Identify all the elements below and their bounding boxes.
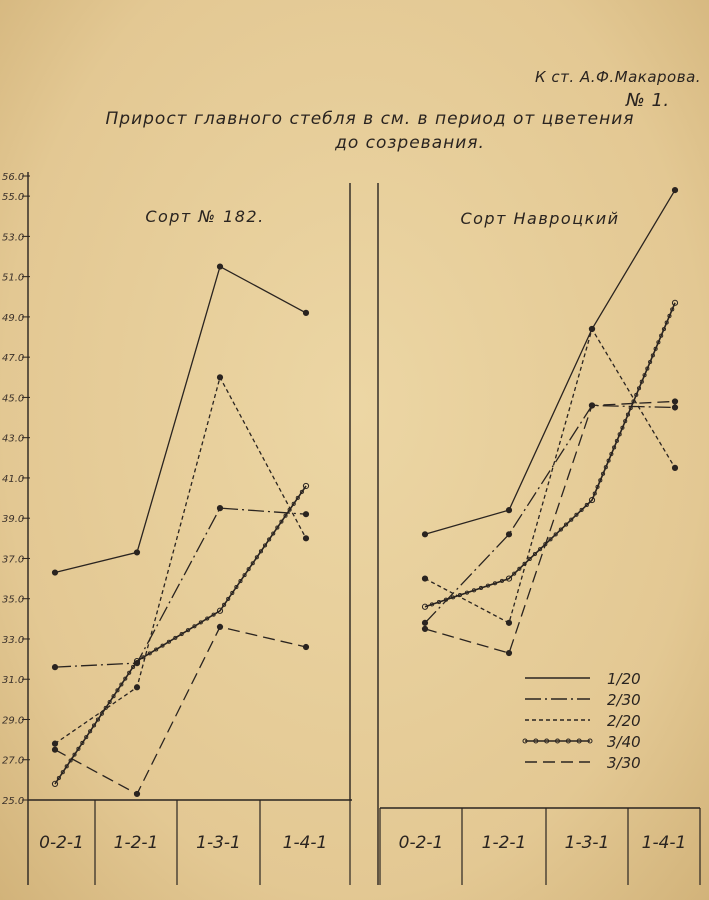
data-point-3-30 [506,650,511,655]
panel-title: Сорт № 182. [145,207,265,226]
y-tick-label: 51.0 [2,272,25,284]
data-point-3-30 [589,403,594,408]
panel-2 [380,187,700,885]
series-line-2-20 [55,377,306,743]
data-point-2-30 [422,620,427,625]
data-point-2-20 [134,685,139,690]
data-point-1-20 [303,310,308,315]
author-note: К ст. А.Ф.Макарова. [535,68,702,86]
y-tick-label: 35.0 [2,594,25,606]
x-tick-label: 0-2-1 [398,833,444,853]
data-point-2-20 [52,741,57,746]
data-point-2-30 [672,405,677,410]
x-tick-label: 1-3-1 [196,833,241,853]
series-line-1-20 [55,267,306,573]
data-point-2-20 [589,326,594,331]
legend-label: 1/20 [607,670,641,688]
y-tick-label: 45.0 [2,393,25,405]
x-tick-label: 1-2-1 [113,833,159,853]
data-point-2-30 [506,532,511,537]
y-axis [2,172,30,807]
data-point-1-20 [52,570,57,575]
y-tick-label: 33.0 [2,634,25,646]
x-tick-label: 1-4-1 [641,833,687,853]
y-tick-label: 31.0 [2,675,25,687]
data-point-2-20 [672,465,677,470]
y-tick-label: 43.0 [2,433,25,445]
data-point-3-30 [52,747,57,752]
figure-number: № 1. [626,90,670,111]
y-tick-label: 37.0 [2,554,25,566]
data-point-2-20 [422,576,427,581]
data-point-2-30 [52,665,57,670]
data-point-1-20 [134,550,139,555]
series-line-2-20 [425,329,675,623]
data-point-3-30 [217,624,222,629]
series-line-2-30 [425,406,675,623]
y-tick-label: 49.0 [2,312,25,324]
y-tick-label: 56.0 [2,172,25,183]
series-line-3-30 [425,401,675,653]
data-point-1-20 [672,187,677,192]
data-point-1-20 [217,264,222,269]
y-tick-label: 29.0 [2,715,25,727]
data-point-2-30 [217,506,222,511]
series-line-3-40 [425,303,675,607]
x-tick-label: 1-2-1 [481,833,527,853]
chart-title-line2: до созревания. [335,133,485,153]
y-tick-label: 47.0 [2,353,25,365]
data-point-2-30 [303,512,308,517]
y-tick-label: 25.0 [2,796,25,807]
chart-panels [39,187,700,885]
x-tick-label: 1-3-1 [564,833,610,853]
data-point-3-30 [303,644,308,649]
legend-label: 3/30 [607,754,641,772]
x-tick-label: 1-4-1 [282,833,328,853]
data-point-3-40 [303,483,308,488]
series-line-1-20 [425,190,675,534]
data-point-1-20 [506,508,511,513]
y-tick-label: 55.0 [2,192,25,204]
legend-label: 2/20 [607,712,641,730]
y-tick-label: 27.0 [2,755,25,767]
y-tick-label: 41.0 [2,473,25,485]
data-point-3-30 [672,399,677,404]
series-line-2-30 [55,508,306,667]
x-tick-label: 0-2-1 [39,833,84,853]
legend-label: 3/40 [607,733,641,751]
panel-title: Сорт Навроцкий [460,209,620,228]
data-point-2-20 [506,620,511,625]
data-point-2-20 [303,536,308,541]
chart-frame [28,172,700,885]
data-point-3-30 [422,626,427,631]
legend-label: 2/30 [607,691,641,709]
chart-legend [523,670,641,772]
panel-1 [39,207,350,885]
y-tick-label: 39.0 [2,514,25,526]
y-tick-label: 53.0 [2,232,25,244]
chart-title-line1: Прирост главного стебля в см. в период от цветения [105,109,635,129]
data-point-3-30 [134,791,139,796]
series-line-3-30 [55,627,306,794]
data-point-2-20 [217,375,222,380]
data-point-1-20 [422,532,427,537]
